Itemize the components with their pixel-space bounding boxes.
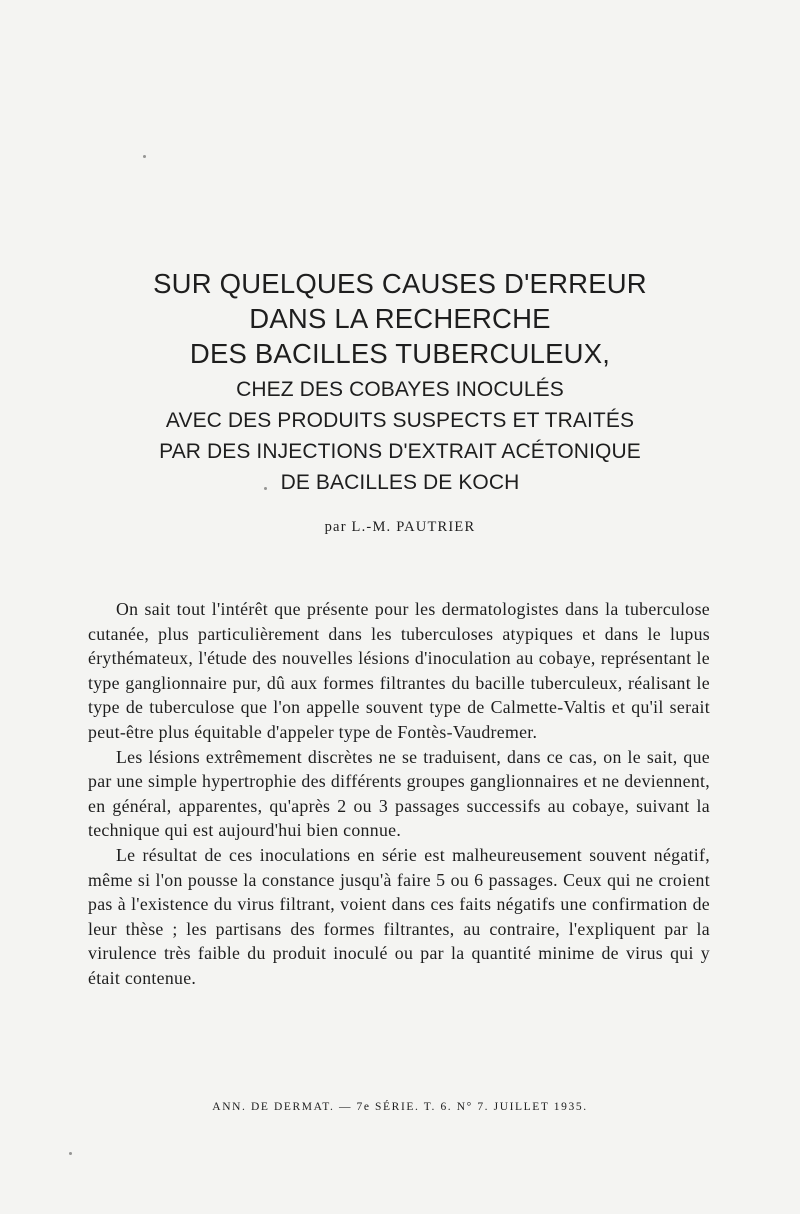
paragraph-1: On sait tout l'intérêt que présente pour les dermatologistes dans la tuberculose cutanée, plus particulièrement dans les tuberculoses atypiques et dans le lupus érythémateux, l'étude des nouvelles lésions d'inoculation au cobaye, représentant le type ganglionnaire pur, dû aux formes filtrantes du bacille tuberculeux, réalisant le type de tuberculose que l'on appelle souvent type de Calmette-Valtis et qu'il serait peut-être plus équitable d'appeler type de Fontès-Vaudremer. bbox=[88, 599, 710, 742]
paper-speck bbox=[264, 487, 267, 490]
title-line-1: SUR QUELQUES CAUSES D'ERREUR bbox=[153, 268, 647, 299]
paragraph-2: Les lésions extrêmement discrètes ne se traduisent, dans ce cas, on le sait, que par une simple hypertrophie des différents groupes ganglionnaires et ne deviennent, en général, apparentes, qu'après 2 ou 3 passages successifs au cobaye, suivant la technique qui est aujourd'hui bien connue. bbox=[88, 746, 710, 841]
subtitle-line-3: PAR DES INJECTIONS D'EXTRAIT ACÉTONIQUE bbox=[159, 440, 641, 463]
author-line: par L.-M. PAUTRIER bbox=[324, 519, 476, 535]
article-body bbox=[88, 597, 710, 991]
subtitle-line-2: AVEC DES PRODUITS SUSPECTS ET TRAITÉS bbox=[165, 409, 635, 432]
title-line-2: DANS LA RECHERCHE bbox=[249, 303, 551, 334]
journal-footer: ANN. DE DERMAT. — 7e SÉRIE. T. 6. N° 7. JUILLET 1935. bbox=[212, 1101, 588, 1113]
title-line-3: DES BACILLES TUBERCULEUX, bbox=[189, 338, 611, 369]
article-title bbox=[0, 266, 800, 496]
subtitle-line-4: DE BACILLES DE KOCH bbox=[280, 471, 520, 494]
paper-speck bbox=[143, 155, 146, 158]
paper-speck bbox=[69, 1152, 72, 1155]
subtitle-line-1: CHEZ DES COBAYES INOCULÉS bbox=[236, 378, 564, 401]
paragraph-3: Le résultat de ces inoculations en série est malheureusement souvent négatif, même si l'on pousse la constance jusqu'à faire 5 ou 6 passages. Ceux qui ne croient pas à l'existence du virus filtrant, voient dans ces faits négatifs une confirmation de leur thèse ; les partisans des formes filtrantes, au contraire, l'expliquent par la virulence très faible du produit inoculé ou par la quantité minime de virus qui y était contenue. bbox=[88, 844, 710, 988]
